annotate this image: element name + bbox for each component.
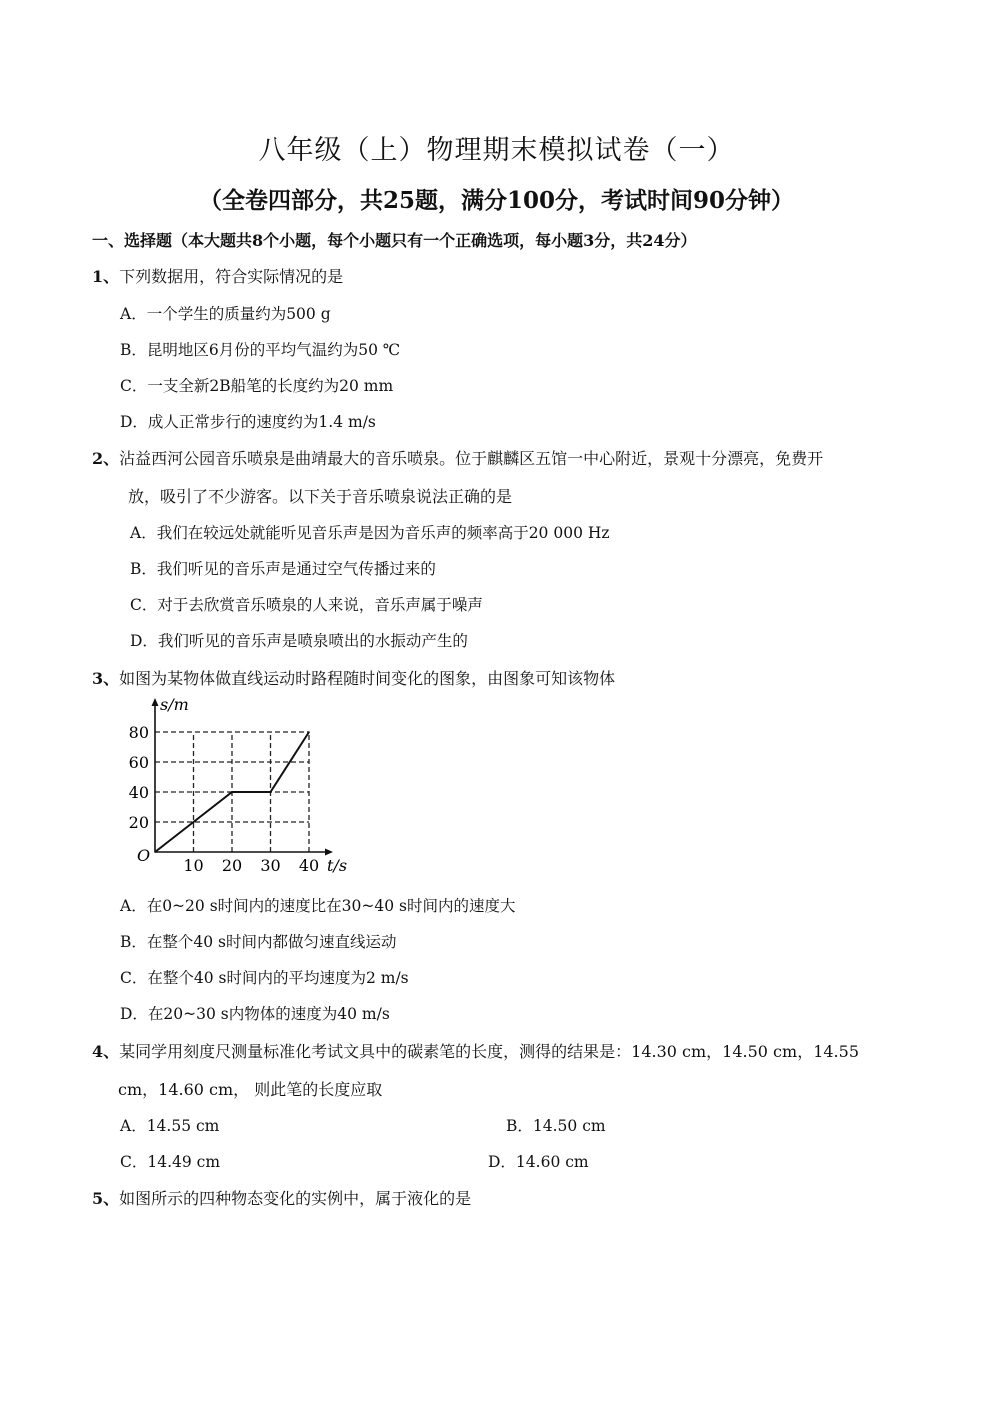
- question-number: 1、: [92, 267, 120, 286]
- x-axis-label: t/s: [327, 856, 348, 875]
- y-tick-label: 40: [128, 783, 149, 802]
- option-1a: A．一个学生的质量约为500 g: [120, 305, 331, 323]
- question-text: 某同学用刻度尺测量标准化考试文具中的碳素笔的长度，测得的结果是：14.30 cm，14.50 cm，14.55: [119, 1042, 859, 1061]
- question-number: 3、: [92, 669, 120, 688]
- option-4a: A．14.55 cm: [120, 1117, 220, 1135]
- data-point: [308, 731, 310, 733]
- question-text: 沾益西河公园音乐喷泉是曲靖最大的音乐喷泉。位于麒麟区五馆一中心附近，景观十分漂亮，免费开: [119, 449, 824, 468]
- question-4-continuation: cm，14.60 cm， 则此笔的长度应取: [118, 1080, 383, 1099]
- section-heading: 一、选择题（本大题共8个小题，每个小题只有一个正确选项，每小题3分，共24分）: [92, 231, 697, 250]
- question-number: 5、: [92, 1189, 120, 1208]
- x-tick-label: 30: [260, 856, 281, 875]
- option-1d: D．成人正常步行的速度约为1.4 m/s: [120, 413, 376, 431]
- question-5: [92, 1186, 471, 1209]
- data-point: [231, 791, 233, 793]
- option-2b: B．我们听见的音乐声是通过空气传播过来的: [130, 560, 436, 578]
- x-tick-label: 20: [221, 856, 243, 875]
- question-3: [92, 666, 615, 689]
- y-axis-label: s/m: [160, 695, 189, 714]
- question-4: [92, 1039, 859, 1062]
- option-2c: C．对于去欣赏音乐喷泉的人来说，音乐声属于噪声: [130, 596, 483, 614]
- data-point: [154, 851, 156, 853]
- option-2a: A．我们在较远处就能听见音乐声是因为音乐声的频率高于20 000 Hz: [130, 524, 610, 542]
- option-3a: A．在0~20 s时间内的速度比在30~40 s时间内的速度大: [120, 897, 516, 915]
- option-1c: C．一支全新2B船笔的长度约为20 mm: [120, 377, 394, 395]
- y-axis-arrow: [152, 698, 159, 706]
- data-point: [270, 791, 272, 793]
- x-axis-arrow: [325, 849, 333, 856]
- question-number: 4、: [92, 1042, 120, 1061]
- option-3c: C．在整个40 s时间内的平均速度为2 m/s: [120, 969, 409, 987]
- option-4b: B．14.50 cm: [506, 1117, 606, 1135]
- option-4c: C．14.49 cm: [120, 1153, 221, 1171]
- page-subtitle: （全卷四部分，共25题，满分100分，考试时间90分钟）: [198, 187, 795, 214]
- question-1: [92, 264, 343, 287]
- question-number: 2、: [92, 449, 120, 468]
- x-tick-label: 40: [298, 856, 320, 875]
- option-3d: D．在20~30 s内物体的速度为40 m/s: [120, 1005, 390, 1023]
- option-2d: D．我们听见的音乐声是喷泉喷出的水振动产生的: [130, 632, 468, 650]
- x-tick-label: 10: [183, 856, 204, 875]
- question-2-continuation: 放，吸引了不少游客。以下关于音乐喷泉说法正确的是: [128, 487, 513, 506]
- question-2: [92, 446, 823, 469]
- option-1b: B．昆明地区6月份的平均气温约为50 ℃: [120, 341, 401, 359]
- question-text: 如图所示的四种物态变化的实例中，属于液化的是: [119, 1189, 472, 1208]
- y-tick-label: 60: [128, 753, 149, 772]
- y-tick-label: 20: [128, 813, 149, 832]
- option-4d: D．14.60 cm: [488, 1153, 589, 1171]
- question-text: 下列数据用，符合实际情况的是: [119, 267, 344, 286]
- option-3b: B．在整个40 s时间内都做匀速直线运动: [120, 933, 397, 951]
- question-text: 如图为某物体做直线运动时路程随时间变化的图象，由图象可知该物体: [119, 669, 616, 688]
- y-tick-label: 80: [128, 723, 149, 742]
- origin-label: O: [137, 846, 151, 865]
- page-title: 八年级（上）物理期末模拟试卷（一）: [258, 135, 735, 166]
- distance-time-chart: [128, 690, 358, 880]
